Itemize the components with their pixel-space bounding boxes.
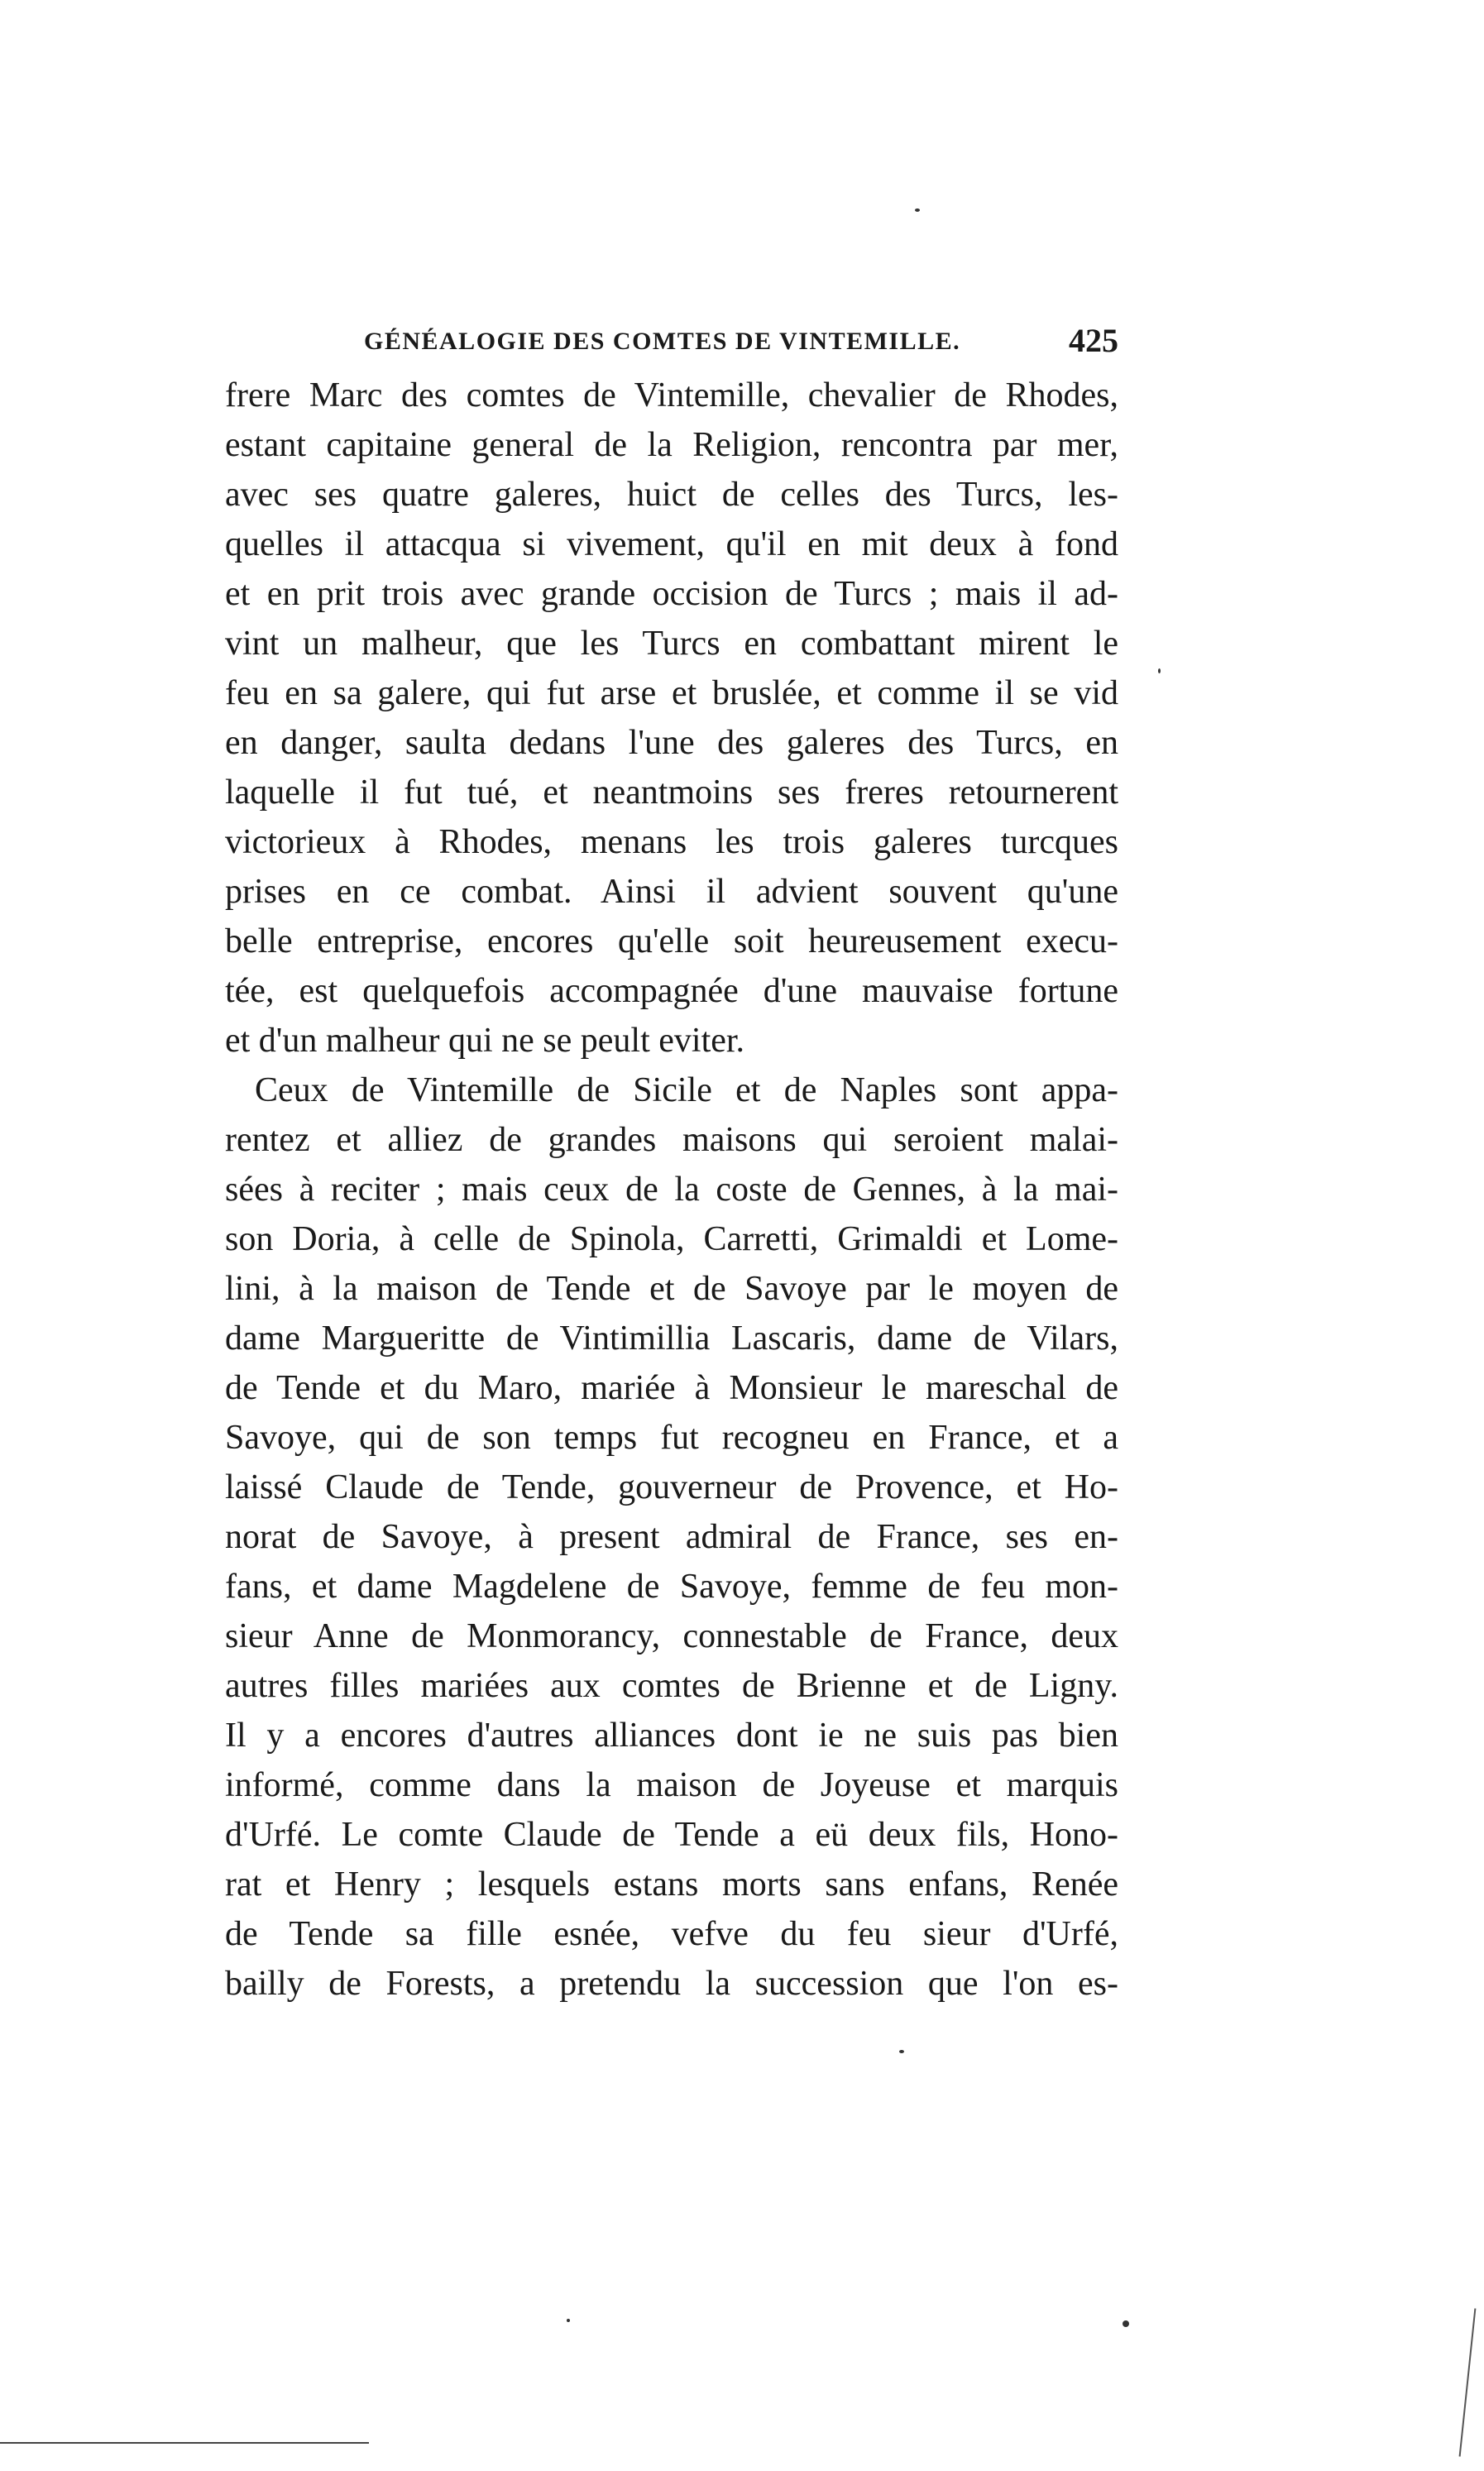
scan-speck	[1158, 668, 1161, 673]
scan-edge-mark	[1459, 2308, 1477, 2456]
text-line: sées à reciter ; mais ceux de la coste de Gennes, à la mai-	[225, 1171, 1118, 1209]
text-line: victorieux à Rhodes, menans les trois galeres turcques	[225, 823, 1118, 861]
text-line: quelles il attacqua si vivement, qu'il en mit deux à fond	[225, 525, 1118, 563]
text-line: sieur Anne de Monmorancy, connestable de France, deux	[225, 1617, 1118, 1655]
text-line: fans, et dame Magdelene de Savoye, femme de feu mon-	[225, 1568, 1118, 1606]
text-line: d'Urfé. Le comte Claude de Tende a eü deux fils, Hono-	[225, 1816, 1118, 1854]
scan-speck	[1123, 2320, 1129, 2327]
text-line: laquelle il fut tué, et neantmoins ses freres retournerent	[225, 773, 1118, 812]
page-number: 425	[1069, 322, 1118, 359]
scan-speck	[899, 2050, 904, 2053]
text-line: dame Margueritte de Vintimillia Lascaris, dame de Vilars,	[225, 1319, 1118, 1358]
text-line: de Tende et du Maro, mariée à Monsieur le mareschal de	[225, 1369, 1118, 1407]
text-line: frere Marc des comtes de Vintemille, chevalier de Rhodes,	[225, 376, 1118, 414]
running-title: GÉNÉALOGIE DES COMTES DE VINTEMILLE.	[364, 328, 961, 355]
text-line: norat de Savoye, à present admiral de France, ses en-	[225, 1518, 1118, 1556]
text-line: autres filles mariées aux comtes de Brienne et de Ligny.	[225, 1667, 1118, 1705]
text-line: avec ses quatre galeres, huict de celles des Turcs, les-	[225, 476, 1118, 514]
text-line: informé, comme dans la maison de Joyeuse et marquis	[225, 1766, 1118, 1804]
text-line: et en prit trois avec grande occision de Turcs ; mais il ad-	[225, 575, 1118, 613]
text-line: prises en ce combat. Ainsi il advient souvent qu'une	[225, 873, 1118, 911]
running-header	[225, 319, 1118, 369]
text-line: estant capitaine general de la Religion, rencontra par mer,	[225, 426, 1118, 464]
scan-edge-rule	[0, 2442, 369, 2444]
text-line: en danger, saulta dedans l'une des galeres des Turcs, en	[225, 724, 1118, 762]
text-line: son Doria, à celle de Spinola, Carretti, Grimaldi et Lome-	[225, 1220, 1118, 1258]
text-line: Savoye, qui de son temps fut recogneu en France, et a	[225, 1419, 1118, 1457]
text-line: rentez et alliez de grandes maisons qui seroient malai-	[225, 1121, 1118, 1159]
text-line: rat et Henry ; lesquels estans morts sans enfans, Renée	[225, 1865, 1118, 1904]
text-line: feu en sa galere, qui fut arse et bruslée, et comme il se vid	[225, 674, 1118, 712]
text-line: tée, est quelquefois accompagnée d'une mauvaise fortune	[225, 972, 1118, 1010]
text-line: belle entreprise, encores qu'elle soit heureusement execu-	[225, 922, 1118, 960]
text-line: lini, à la maison de Tende et de Savoye par le moyen de	[225, 1270, 1118, 1308]
text-line: vint un malheur, que les Turcs en combattant mirent le	[225, 625, 1118, 663]
text-line: bailly de Forests, a pretendu la succession que l'on es-	[225, 1965, 1118, 2003]
text-line: de Tende sa fille esnée, vefve du feu sieur d'Urfé,	[225, 1915, 1118, 1953]
paragraph-start-line: Ceux de Vintemille de Sicile et de Naples sont appa-	[255, 1071, 1118, 1109]
body-text	[225, 371, 1118, 2009]
scan-speck	[567, 2319, 570, 2322]
text-line: Il y a encores d'autres alliances dont ie ne suis pas bien	[225, 1717, 1118, 1755]
text-line: et d'un malheur qui ne se peult eviter.	[225, 1022, 745, 1060]
text-line: laissé Claude de Tende, gouverneur de Provence, et Ho-	[225, 1468, 1118, 1506]
scan-speck	[915, 208, 920, 212]
